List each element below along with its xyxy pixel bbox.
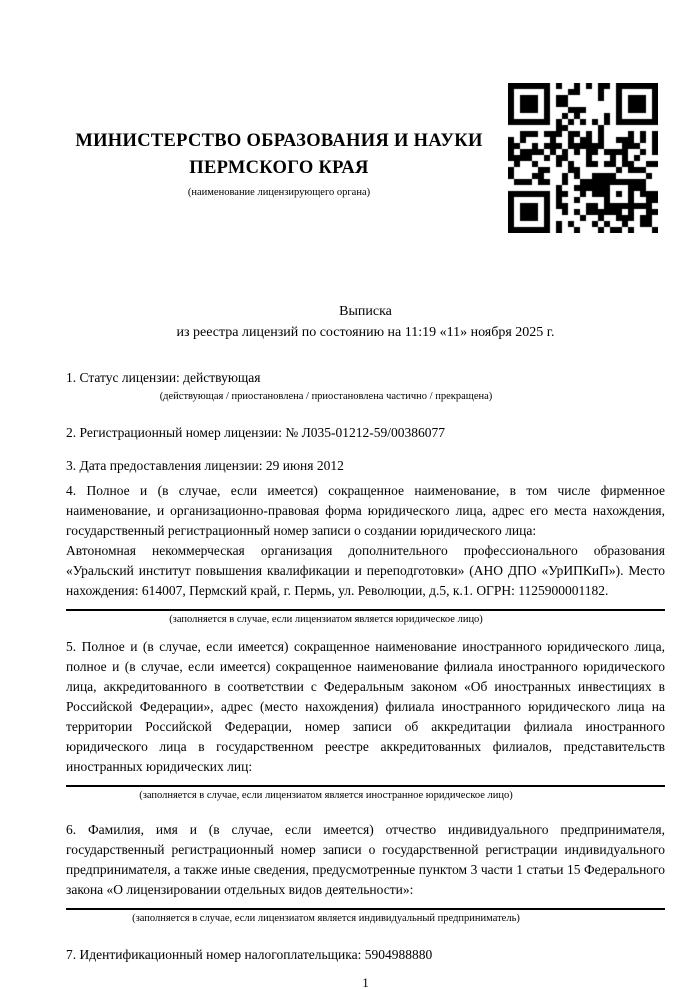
legal-entity-caption-row bbox=[66, 613, 586, 627]
page-number: 1 bbox=[362, 975, 369, 989]
foreign-entity-caption: (заполняется в случае, если лицензиатом является иностранное юридическое лицо) bbox=[139, 790, 513, 801]
individual-entrepreneur-caption-row bbox=[66, 912, 586, 926]
document-title-line1: Выписка bbox=[339, 304, 392, 319]
org-name-line1: МИНИСТЕРСТВО ОБРАЗОВАНИЯ И НАУКИ bbox=[75, 131, 483, 151]
licensing-authority-header bbox=[66, 128, 492, 200]
item-legal-entity-label: 4. Полное и (в случае, если имеется) сокращенное наименование, в том числе фирменное наименование, и организационно-правовая форма юридического лица, адрес его места нахождения, государственный регистрационный номер записи о создании юридического лица: bbox=[66, 483, 665, 538]
foreign-entity-fill-line bbox=[66, 785, 665, 787]
item-legal-entity-value: Автономная некоммерческая организация дополнительного профессионального образования «Уральский институт повышения квалификации и переподготовки» (АНО ДПО «УрИПКиП»). Место нахождения: 614007, Пермский край, г. Пермь, ул. Революции, д.5, к.1. ОГРН: 1125900001182. bbox=[66, 543, 665, 598]
document-content bbox=[66, 0, 665, 989]
document-title bbox=[66, 301, 665, 343]
item-grant-date: 3. Дата предоставления лицензии: 29 июня 2012 bbox=[66, 458, 344, 473]
item-individual-entrepreneur-label: 6. Фамилия, имя и (в случае, если имеется) отчество индивидуального предпринимателя, государственный регистрационный номер записи о государственной регистрации индивидуального предпринимателя, а также иные сведения, предусмотренные пунктом 3 части 1 статьи 15 Федерального закона «О лицензировании отдельных видов деятельности»: bbox=[66, 822, 665, 897]
license-status-caption-row bbox=[66, 390, 586, 404]
legal-entity-caption: (заполняется в случае, если лицензиатом является юридическое лицо) bbox=[169, 614, 483, 625]
individual-entrepreneur-caption: (заполняется в случае, если лицензиатом является индивидуальный предприниматель) bbox=[132, 913, 520, 924]
org-name-line2: ПЕРМСКОГО КРАЯ bbox=[189, 158, 369, 178]
individual-entrepreneur-fill-line bbox=[66, 908, 665, 910]
foreign-entity-caption-row bbox=[66, 789, 586, 803]
item-license-status: 1. Статус лицензии: действующая bbox=[66, 370, 261, 385]
org-name bbox=[66, 128, 492, 182]
legal-entity-fill-line bbox=[66, 609, 665, 611]
item-registration-number: 2. Регистрационный номер лицензии: № Л035-01212-59/00386077 bbox=[66, 425, 446, 440]
license-status-caption: (действующая / приостановлена / приостановлена частично / прекращена) bbox=[159, 391, 493, 402]
item-taxpayer-number: 7. Идентификационный номер налогоплательщика: 5904988880 bbox=[66, 947, 433, 962]
document-title-line2: из реестра лицензий по состоянию на 11:19 «11» ноября 2025 г. bbox=[176, 325, 555, 340]
item-foreign-entity-label: 5. Полное и (в случае, если имеется) сокращенное наименование иностранного юридического лица, полное и (в случае, если имеется) сокращенное наименование филиала иностранного юридического лица, аккредитованного в соответствии с Федеральным законом «Об иностранных инвестициях в Российской Федерации», адрес (место нахождения) филиала иностранного юридического лица на территории Российской Федерации, номер записи об аккредитации филиала иностранного юридического лица в государственном реестре аккредитованных филиалов, представительств иностранных юридических лиц: bbox=[66, 639, 665, 774]
org-caption: (наименование лицензирующего органа) bbox=[187, 187, 371, 198]
